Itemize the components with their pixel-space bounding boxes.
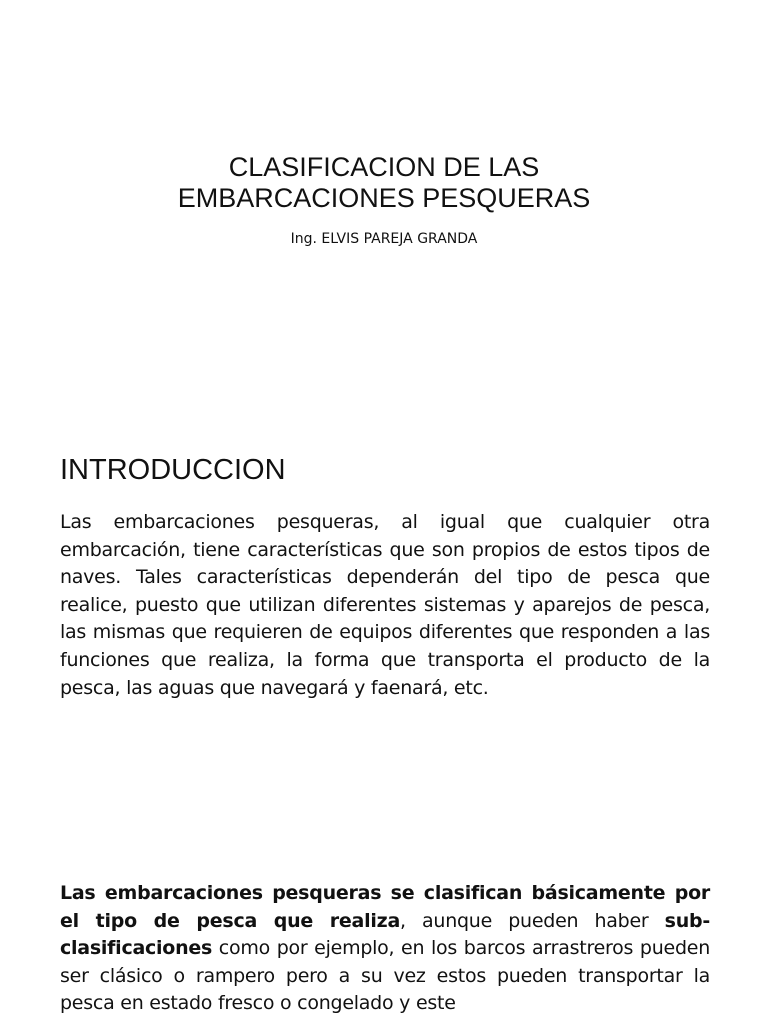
classification-bold-term: sub-clasificaciones	[60, 909, 710, 960]
author-name: Ing. ELVIS PAREJA GRANDA	[290, 231, 478, 247]
title-line-1: CLASIFICACION DE LAS	[228, 152, 540, 182]
classification-text-2: como por ejemplo, en los barcos arrastreros pueden ser clásico o rampero pero a su vez estos pueden transportar la pesca en estado fresco o congelado y este	[60, 937, 710, 1015]
classification-paragraph	[60, 880, 710, 1018]
document-title	[0, 152, 768, 214]
title-line-2: EMBARCACIONES PESQUERAS	[177, 183, 591, 213]
classification-text-1: , aunque pueden haber	[400, 909, 665, 932]
section-heading-introduccion: INTRODUCCION	[60, 454, 286, 486]
classification-bold-lead: Las embarcaciones pesqueras se clasifican básicamente por el tipo de pesca que realiza	[60, 882, 710, 932]
intro-paragraph: Las embarcaciones pesqueras, al igual que cualquier otra embarcación, tiene características que son propios de estos tipos de naves. Tales características dependerán del tipo de pesca que realice, puesto que utilizan diferentes sistemas y aparejos de pesca, las mismas que requieren de equipos diferentes que responden a las funciones que realiza, la forma que transporta el producto de la pesca, las aguas que navegará y faenará, etc.	[60, 511, 710, 699]
